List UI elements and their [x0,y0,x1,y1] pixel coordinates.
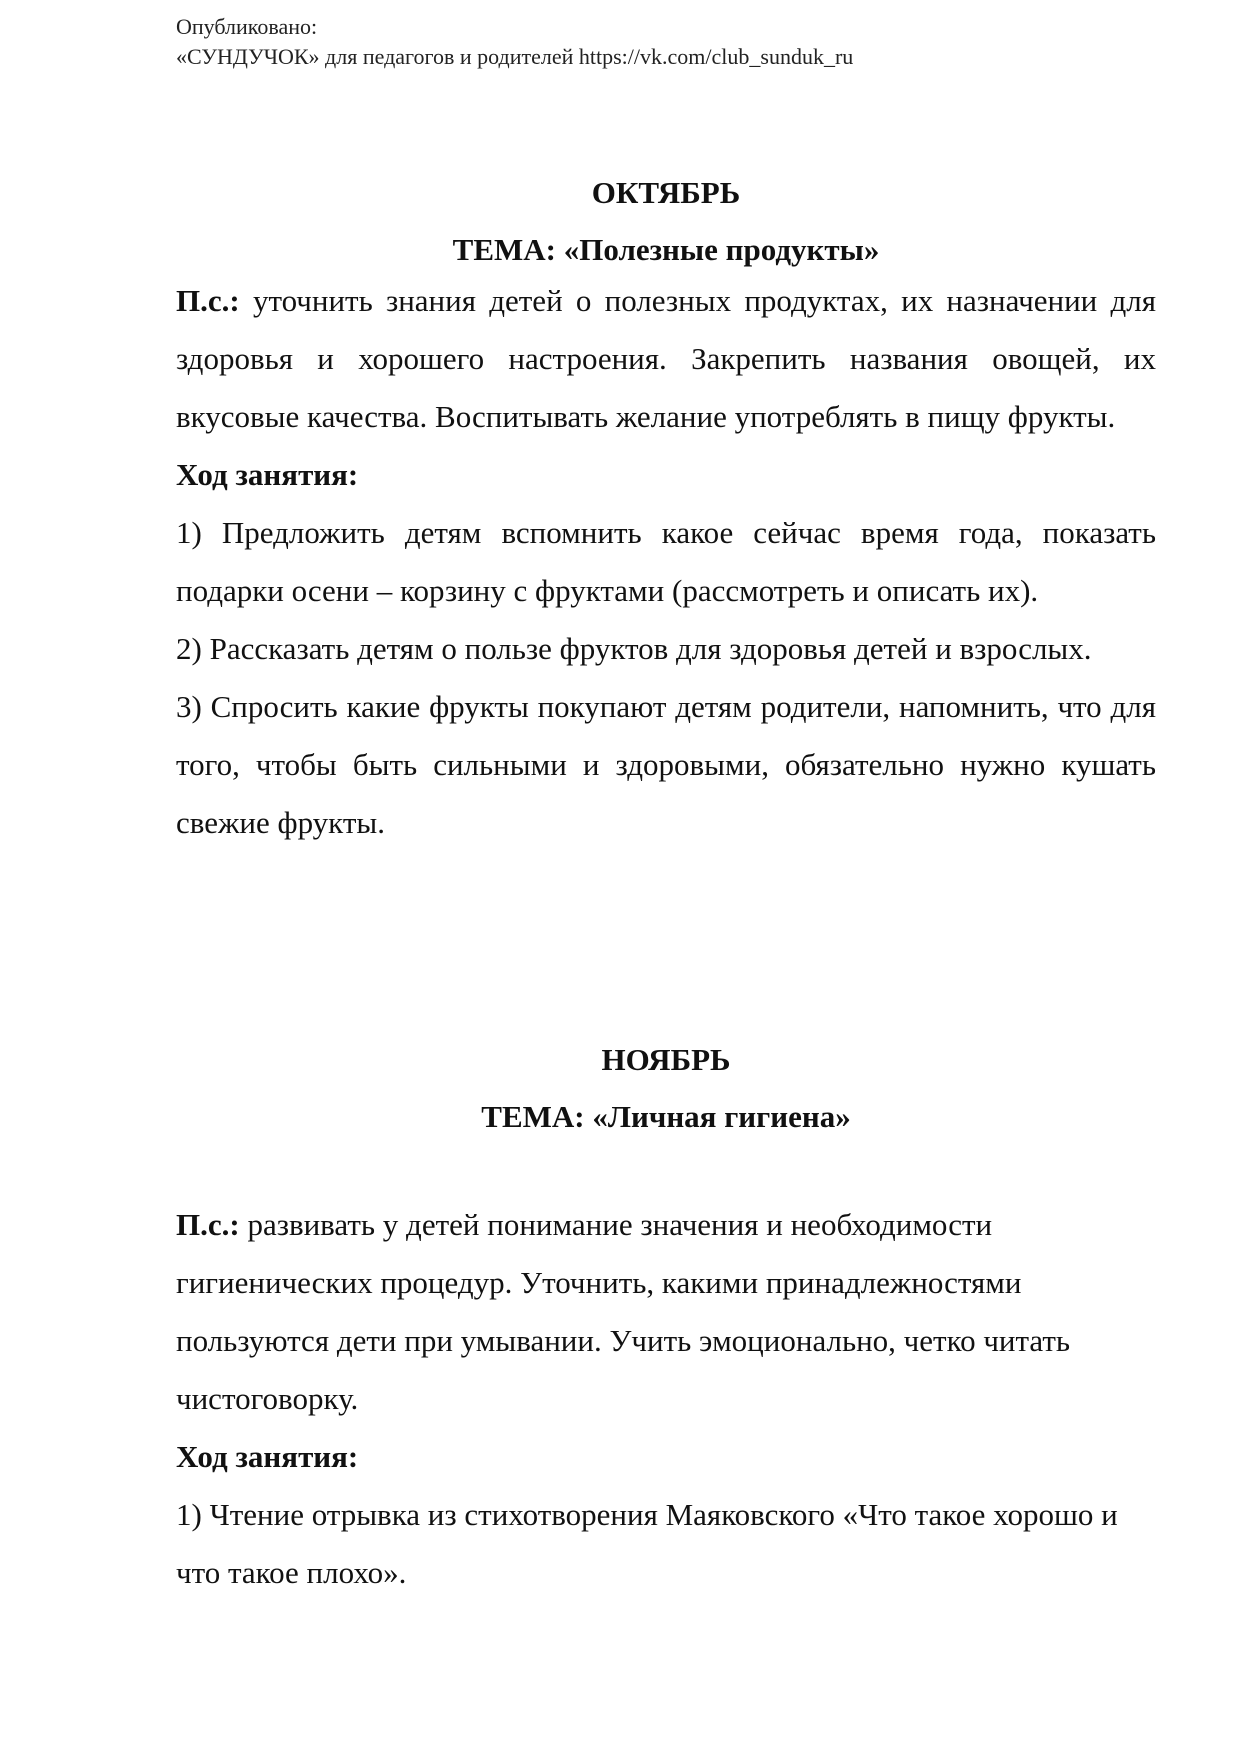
header-published-label: Опубликовано: [176,14,318,39]
progress-heading: Ход занятия: [176,457,359,492]
step-item: 3) Спросить какие фрукты покупают детям родители, напомнить, что для того, чтобы быть сильными и здоровыми, обязательно нужно кушать свежие фрукты. [176,689,1156,840]
goal-text: уточнить знания детей о полезных продуктах, их назначении для здоровья и хорошего настроения. Закрепить названия овощей, их вкусовые качества. Воспитывать желание употреблять в пищу фрукты. [176,283,1156,434]
goal-text: развивать у детей понимание значения и необходимости гигиенических процедур. Уточнить, какими принадлежностями пользуются дети при умывании. Учить эмоционально, четко читать чистоговорку. [176,1207,1071,1416]
publication-header [176,12,853,72]
theme-title: ТЕМА: «Личная гигиена» [481,1099,851,1134]
goal-label: П.с.: [176,1207,240,1242]
header-source-line: «СУНДУЧОК» для педагогов и родителей https://vk.com/club_sunduk_ru [176,44,854,69]
goal-paragraph [176,1196,1156,1428]
step-item: 1) Предложить детям вспомнить какое сейчас время года, показать подарки осени – корзину с фруктами (рассмотреть и описать их). [176,515,1156,608]
goal-paragraph [176,272,1156,446]
month-title: НОЯБРЬ [601,1042,731,1077]
step-item: 1) Чтение отрывка из стихотворения Маяковского «Что такое хорошо и что такое плохо». [176,1497,1118,1590]
progress-heading: Ход занятия: [176,1439,359,1474]
section-october [176,173,1156,852]
goal-label: П.с.: [176,283,240,318]
step-item: 2) Рассказать детям о пользе фруктов для здоровья детей и взрослых. [176,631,1092,666]
section-november [176,1040,1156,1602]
theme-title: ТЕМА: «Полезные продукты» [452,232,880,267]
month-title: ОКТЯБРЬ [591,175,741,210]
